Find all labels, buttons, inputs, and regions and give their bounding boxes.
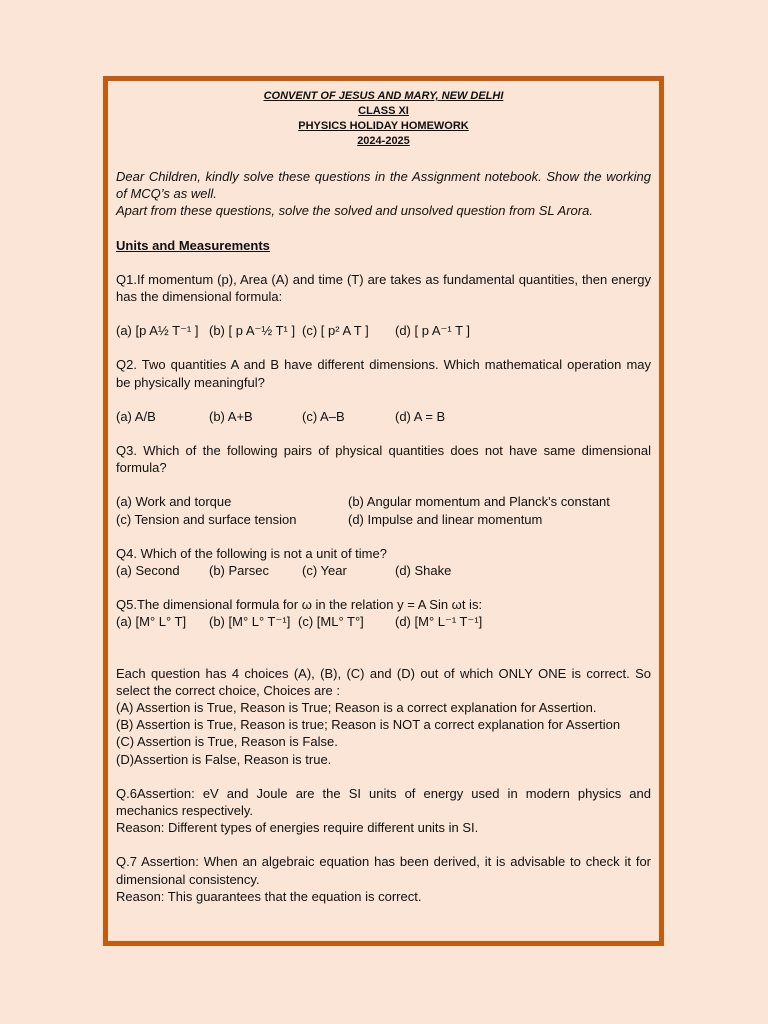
question-1-text: Q1.If momentum (p), Area (A) and time (T) are takes as fundamental quantities, then energy has the dimensional formula: [116,271,651,305]
option-d: (d) [M° L⁻¹ T⁻¹] [395,614,483,630]
option-b: (b) [M° L° T⁻¹] [209,614,291,630]
question-4-text: Q4. Which of the following is not a unit of time? [116,545,387,561]
intro-instructions: Dear Children, kindly solve these questions in the Assignment notebook. Show the working of MCQ’s as well. [116,169,651,202]
choice-d: (D)Assertion is False, Reason is true. [116,751,332,767]
section-heading: Units and Measurements [116,237,270,253]
option-c: (c) [ p² A T ] [302,323,369,339]
option-c: (c) Tension and surface tension [116,511,297,527]
option-c: (c) [ML° T°] [298,614,364,630]
question-6-reason: Reason: Different types of energies require different units in SI. [116,820,479,836]
question-3-options-row-1 [116,493,651,510]
intro-note: Apart from these questions, solve the solved and unsolved question from SL Arora. [116,203,593,219]
choice-a: (A) Assertion is True, Reason is True; Reason is a correct explanation for Assertion. [116,700,597,716]
option-a: (a) [p A½ T⁻¹ ] [116,323,199,339]
question-7-reason: Reason: This guarantees that the equation is correct. [116,888,422,904]
choice-b: (B) Assertion is True, Reason is true; Reason is NOT a correct explanation for Assertion [116,717,621,733]
question-2-text: Q2. Two quantities A and B have different dimensions. Which mathematical operation may be physically meaningful? [116,357,651,390]
option-b: (b) Parsec [209,563,269,579]
option-a: (a) A/B [116,408,156,424]
option-b: (b) A+B [209,408,253,424]
question-7-assertion: Q.7 Assertion: When an algebraic equation has been derived, it is advisable to check it for dimensional consistency. [116,854,651,887]
question-2-options [116,408,651,425]
school-name: CONVENT OF JESUS AND MARY, NEW DELHI [263,90,504,102]
option-a: (a) Second [116,563,180,579]
option-d: (d) Shake [395,563,452,579]
option-b: (b) [ p A⁻½ T¹ ] [209,323,296,339]
session-year: 2024-2025 [357,135,410,147]
question-1-options [116,322,651,339]
option-d: (d) [ p A⁻¹ T ] [395,323,471,339]
option-b: (b) Angular momentum and Planck's constant [348,494,610,510]
page-border [103,76,664,946]
option-c: (c) Year [302,563,347,579]
option-a: (a) [M° L° T] [116,614,187,630]
document-content [116,89,651,905]
class-title: CLASS XI [358,105,409,117]
question-6-assertion: Q.6Assertion: eV and Joule are the SI units of energy used in modern physics and mechanics respectively. [116,785,651,819]
question-3-options-row-2 [116,511,651,528]
choice-c: (C) Assertion is True, Reason is False. [116,734,338,750]
subject-title: PHYSICS HOLIDAY HOMEWORK [298,120,469,132]
question-5-options [116,613,651,630]
option-c: (c) A–B [302,408,345,424]
assertion-reason-instructions: Each question has 4 choices (A), (B), (C) and (D) out of which ONLY ONE is correct. So select the correct choice, Choices are : [116,665,651,698]
question-3-text: Q3. Which of the following pairs of physical quantities does not have same dimensional formula? [116,443,651,476]
question-5-text: Q5.The dimensional formula for ω in the relation y = A Sin ωt is: [116,597,483,613]
question-4-options [116,562,651,579]
option-d: (d) A = B [395,408,446,424]
option-a: (a) Work and torque [116,494,232,510]
option-d: (d) Impulse and linear momentum [348,511,543,527]
